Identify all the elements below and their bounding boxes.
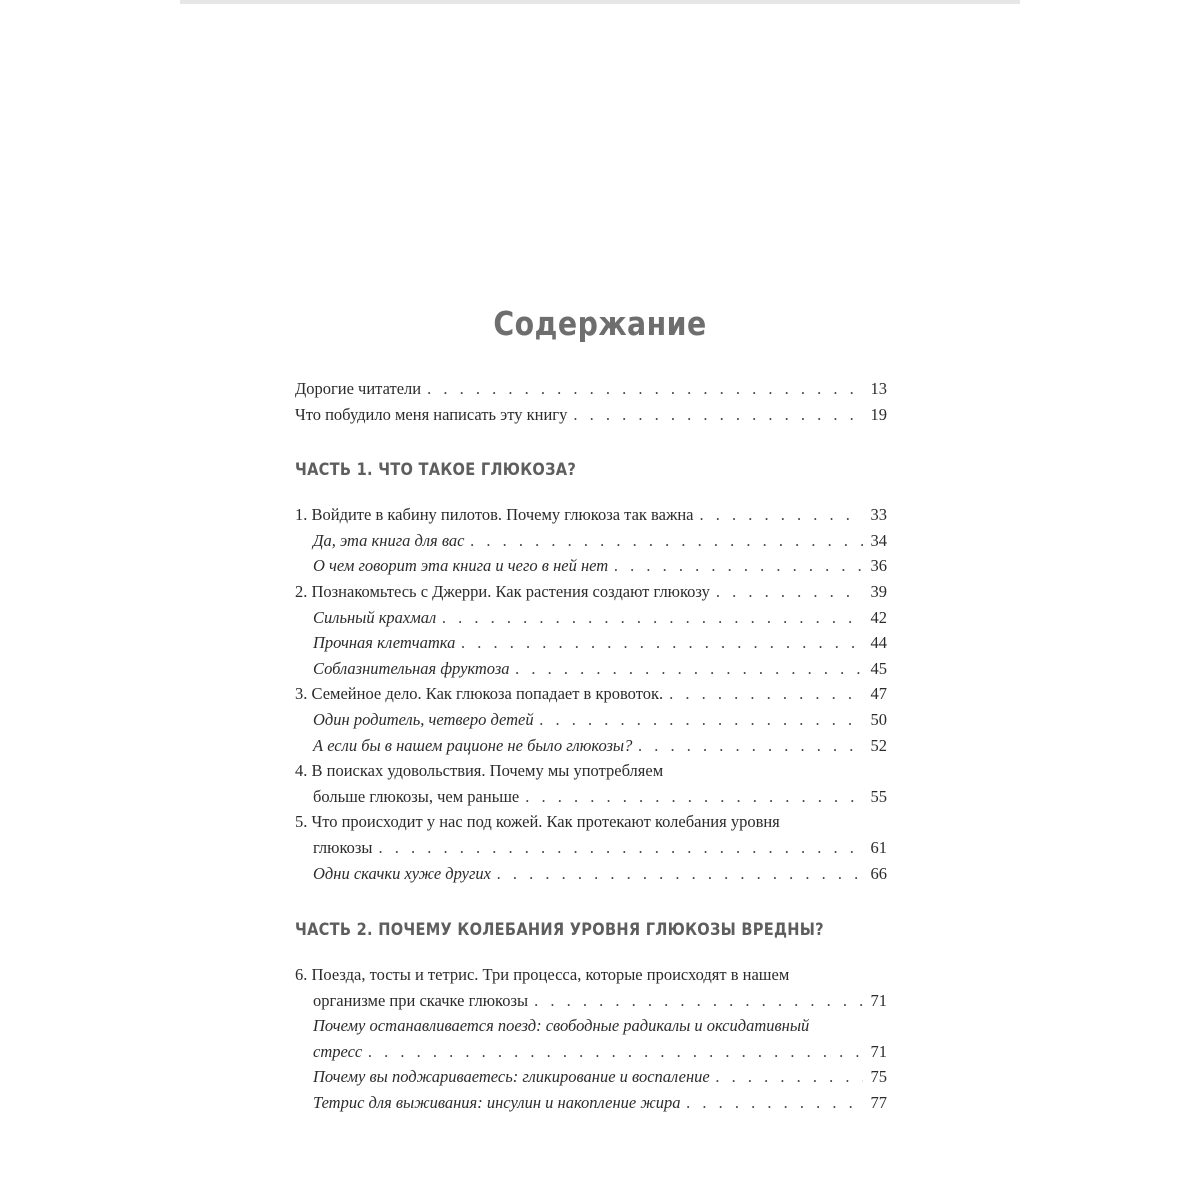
toc-section-entry[interactable] bbox=[295, 553, 887, 579]
toc-page-number: 50 bbox=[870, 709, 887, 729]
dot-leader bbox=[491, 861, 863, 887]
dot-leader bbox=[373, 835, 863, 861]
toc-chapter-entry[interactable] bbox=[295, 962, 887, 1013]
dot-leader bbox=[455, 630, 863, 656]
part-heading-1: ЧАСТЬ 1. ЧТО ТАКОЕ ГЛЮКОЗА? bbox=[295, 460, 577, 481]
toc-page-number: 33 bbox=[870, 505, 887, 525]
dot-leader bbox=[663, 681, 863, 707]
toc-page-number: 44 bbox=[870, 633, 887, 653]
toc-section-entry[interactable] bbox=[295, 656, 887, 682]
dot-leader bbox=[528, 988, 863, 1014]
toc-page-number: 47 bbox=[870, 684, 887, 704]
toc-entry-text: Одни скачки хуже других bbox=[313, 863, 491, 883]
dot-leader bbox=[680, 1090, 863, 1116]
dot-leader bbox=[694, 502, 863, 528]
toc-chapter-entry[interactable] bbox=[295, 681, 887, 707]
toc-section-entry[interactable] bbox=[295, 605, 887, 631]
toc-page-number: 66 bbox=[870, 863, 887, 883]
toc-entry-text: 5. Что происходит у нас под кожей. Как протекают колебания уровня bbox=[295, 812, 780, 832]
toc-entry-text-continued: стресс bbox=[313, 1041, 363, 1061]
toc-chapter-entry[interactable] bbox=[295, 502, 887, 528]
toc-entry-text: О чем говорит эта книга и чего в ней нет bbox=[313, 556, 609, 576]
dot-leader bbox=[710, 1064, 863, 1090]
toc-entry-text-continued: организме при скачке глюкозы bbox=[313, 990, 529, 1010]
dot-leader bbox=[710, 579, 863, 605]
toc-section-entry[interactable] bbox=[295, 528, 887, 554]
dot-leader bbox=[362, 1039, 863, 1065]
toc-entry-text: Дорогие читатели bbox=[295, 379, 422, 398]
toc-page-number: 75 bbox=[870, 1067, 887, 1087]
toc-chapter-entry[interactable] bbox=[295, 758, 887, 809]
toc-entry-text: Да, эта книга для вас bbox=[313, 530, 465, 550]
toc-page-number: 39 bbox=[870, 581, 887, 601]
toc-page-number: 61 bbox=[870, 837, 887, 857]
toc-entry-text: Один родитель, четверо детей bbox=[313, 709, 534, 729]
toc-page-number: 36 bbox=[870, 556, 887, 576]
toc-entry-text: Прочная клетчатка bbox=[313, 633, 456, 653]
dot-leader bbox=[632, 733, 863, 759]
toc-entry-text: 1. Войдите в кабину пилотов. Почему глюкоза так важна bbox=[295, 505, 694, 525]
toc-section-entry[interactable] bbox=[295, 733, 887, 759]
toc-section-entry[interactable] bbox=[295, 630, 887, 656]
toc-entry-text: Почему останавливается поезд: свободные радикалы и оксидативный bbox=[313, 1016, 810, 1036]
toc-entry-text: 3. Семейное дело. Как глюкоза попадает в кровоток. bbox=[295, 684, 664, 704]
page-title: Содержание bbox=[493, 304, 707, 344]
toc-entry[interactable] bbox=[295, 376, 887, 402]
toc-page-number: 19 bbox=[870, 404, 887, 424]
dot-leader bbox=[436, 605, 863, 631]
toc-section-entry[interactable] bbox=[295, 861, 887, 887]
toc-page-number: 13 bbox=[870, 379, 887, 398]
toc-entry-text-continued: глюкозы bbox=[313, 837, 373, 857]
dot-leader bbox=[534, 707, 863, 733]
toc-page-number: 52 bbox=[870, 735, 887, 755]
toc-entry-text: Сильный крахмал bbox=[313, 607, 437, 627]
toc-entry-text: 4. В поисках удовольствия. Почему мы употребляем bbox=[295, 761, 664, 781]
toc-section-entry[interactable] bbox=[295, 707, 887, 733]
table-of-contents bbox=[295, 376, 887, 1116]
dot-leader bbox=[421, 376, 863, 402]
toc-page-number: 55 bbox=[870, 786, 887, 806]
dot-leader bbox=[608, 553, 863, 579]
toc-page-number: 45 bbox=[870, 658, 887, 678]
dot-leader bbox=[519, 784, 863, 810]
toc-page-number: 71 bbox=[870, 1041, 887, 1061]
toc-entry-text: Почему вы поджариваетесь: гликирование и воспаление bbox=[313, 1067, 710, 1087]
toc-chapter-entry[interactable] bbox=[295, 579, 887, 605]
toc-entry-text: А если бы в нашем рационе не было глюкозы? bbox=[313, 735, 633, 755]
part-heading-2: ЧАСТЬ 2. ПОЧЕМУ КОЛЕБАНИЯ УРОВНЯ ГЛЮКОЗЫ ВРЕДНЫ? bbox=[295, 920, 824, 941]
toc-page-number: 42 bbox=[870, 607, 887, 627]
toc-page-number: 71 bbox=[870, 990, 887, 1010]
toc-entry-text: 2. Познакомьтесь с Джерри. Как растения создают глюкозу bbox=[295, 581, 710, 601]
toc-entry-text: Что побудило меня написать эту книгу bbox=[295, 404, 568, 424]
toc-chapter-entry[interactable] bbox=[295, 809, 887, 860]
dot-leader bbox=[510, 656, 863, 682]
toc-entry-text: 6. Поезда, тосты и тетрис. Три процесса, которые происходят в нашем bbox=[295, 965, 790, 985]
toc-page-number: 77 bbox=[870, 1093, 887, 1113]
toc-entry-text: Соблазнительная фруктоза bbox=[313, 658, 510, 678]
toc-entry-text: Тетрис для выживания: инсулин и накопление жира bbox=[313, 1093, 681, 1113]
toc-entry-text-continued: больше глюкозы, чем раньше bbox=[313, 786, 520, 806]
toc-entry[interactable] bbox=[295, 402, 887, 428]
dot-leader bbox=[464, 528, 863, 554]
toc-section-entry[interactable] bbox=[295, 1064, 887, 1090]
toc-page-number: 34 bbox=[870, 530, 887, 550]
page-top-edge bbox=[180, 0, 1020, 4]
toc-section-entry[interactable] bbox=[295, 1090, 887, 1116]
dot-leader bbox=[567, 402, 863, 428]
toc-section-entry[interactable] bbox=[295, 1013, 887, 1064]
